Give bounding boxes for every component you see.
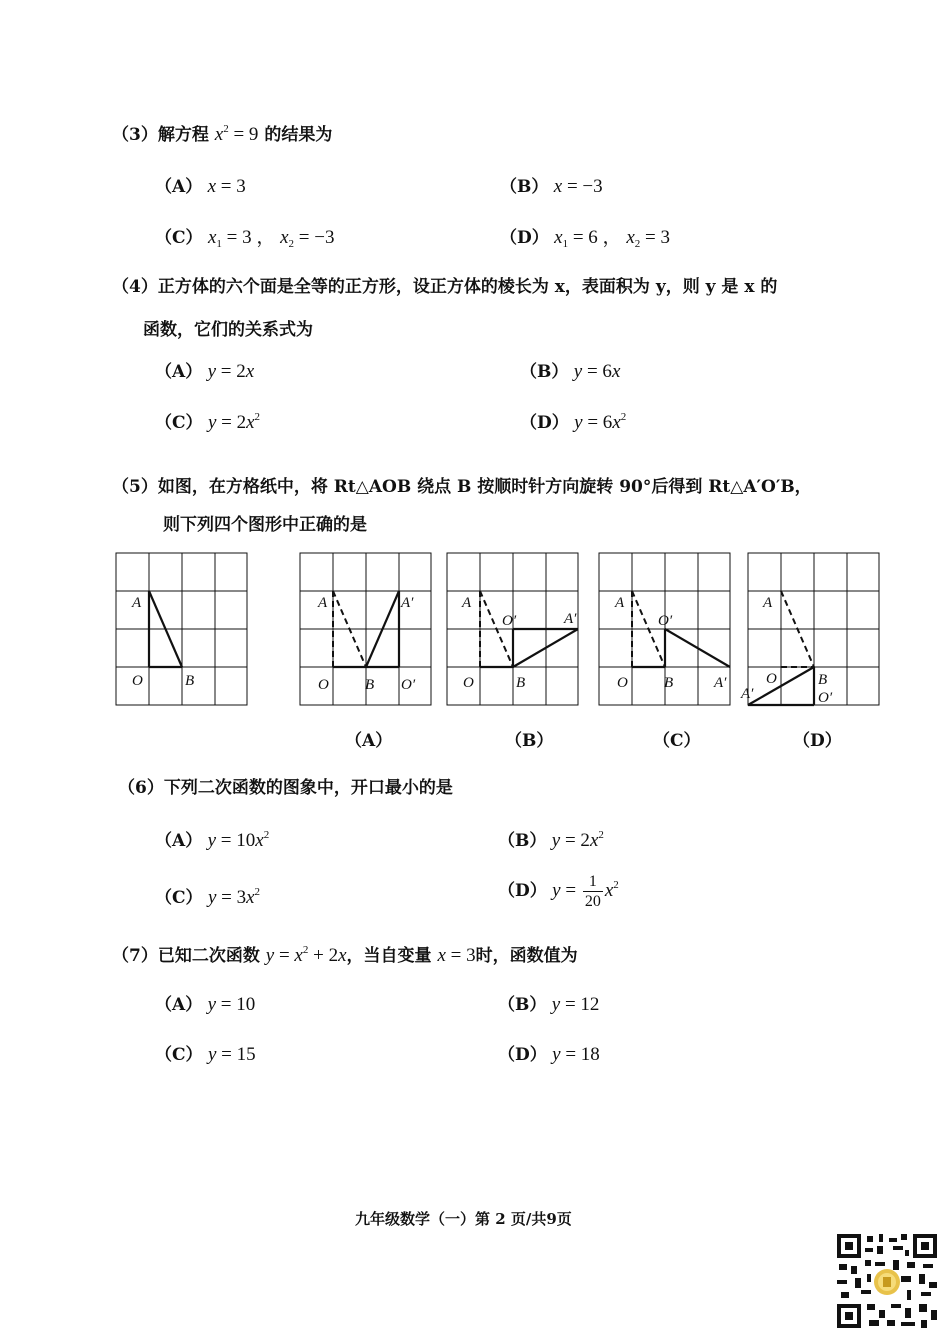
svg-text:B: B (365, 677, 375, 693)
svg-text:O: O (318, 677, 329, 693)
q7-option-d[interactable]: （D） y = 18 (498, 1044, 600, 1065)
q5-stem-line2: 则下列四个图形中正确的是 (163, 515, 367, 535)
q5-figure-d (741, 552, 882, 708)
svg-text:A′: A′ (401, 595, 414, 611)
q3-option-c[interactable]: （C） $x_1 = 3$ ， $x_2 = -3$ (155, 227, 335, 250)
q3-option-a[interactable]: （A） x = 3 (155, 176, 246, 197)
svg-text:A′: A′ (564, 611, 577, 627)
svg-text:O: O (463, 675, 474, 691)
q7-option-b[interactable]: （B） y = 12 (498, 994, 600, 1015)
label-B: B (185, 673, 195, 689)
label-O: O (132, 673, 143, 689)
svg-text:O′: O′ (818, 690, 833, 706)
q7-option-a[interactable]: （A） y = 10 (155, 994, 256, 1015)
svg-text:A: A (763, 595, 773, 611)
svg-text:A′: A′ (741, 686, 754, 702)
label-A: A (132, 595, 142, 611)
q6-stem: （6）下列二次函数的图象中，开口最小的是 (118, 778, 453, 798)
q3-equation: $x^2 = 9$ (214, 123, 259, 145)
svg-text:O′: O′ (502, 613, 517, 629)
q4-option-b[interactable]: （B） y = 6x (520, 361, 621, 382)
q5-figure-c (598, 552, 733, 708)
svg-text:O: O (617, 675, 628, 691)
q5-caption-b[interactable]: （B） (505, 731, 554, 751)
q3-stem (112, 120, 332, 146)
q5-caption-a[interactable]: （A） (345, 731, 393, 751)
q3-text-end: 的结果为 (264, 125, 333, 145)
page-footer: 九年级数学（一）第 2 页/共9页 (355, 1210, 572, 1228)
q5-stem-line1: （5）如图，在方格纸中，将 Rt△AOB 绕点 B 按顺时针方向旋转 90°后得到 Rt△A′O′B， (112, 477, 812, 497)
q6-option-d[interactable]: （D） y = $\frac{1}{20}$ $x^2$ (498, 873, 619, 910)
svg-text:B: B (664, 675, 674, 691)
q3-option-b[interactable]: （B） x = −3 (500, 176, 603, 197)
q6-option-a[interactable]: （A） $y = 10x^2$ (155, 829, 270, 851)
q5-figure-a (299, 552, 434, 708)
q4-stem-line2: 函数，它们的关系式为 (143, 320, 313, 340)
q5-caption-c[interactable]: （C） (653, 731, 701, 751)
q5-caption-d[interactable]: （D） (793, 731, 842, 751)
q4-stem-line1: （4）正方体的六个面是全等的正方形，设正方体的棱长为 x，表面积为 y，则 y 是 x 的 (112, 277, 778, 297)
svg-text:A′: A′ (714, 675, 727, 691)
q7-option-c[interactable]: （C） y = 15 (155, 1044, 256, 1065)
q5-figure-original (115, 552, 250, 708)
svg-text:O: O (766, 671, 777, 687)
q3-text: 解方程 (157, 125, 209, 145)
svg-text:O′: O′ (401, 677, 416, 693)
qr-code-icon[interactable] (835, 1232, 939, 1330)
svg-text:A: A (615, 595, 625, 611)
q4-option-c[interactable]: （C） $y = 2x^2$ (155, 411, 261, 433)
q3-option-d[interactable]: （D） $x_1 = 6$ ， $x_2 = 3$ (500, 227, 670, 250)
svg-text:O′: O′ (658, 613, 673, 629)
svg-text:B: B (516, 675, 526, 691)
q7-stem: （7）已知二次函数 $y = x^2 + 2x$，当自变量 x = 3时，函数值为 (112, 944, 578, 966)
svg-text:A: A (462, 595, 472, 611)
svg-text:B: B (818, 672, 828, 688)
q5-figure-b (446, 552, 581, 708)
q4-option-d[interactable]: （D） $y = 6x^2$ (520, 411, 627, 433)
q3-number: （3） (112, 125, 158, 145)
q4-option-a[interactable]: （A） y = 2x (155, 361, 255, 382)
q6-option-c[interactable]: （C） $y = 3x^2$ (155, 886, 261, 908)
q6-option-b[interactable]: （B） $y = 2x^2$ (498, 829, 604, 851)
svg-text:A: A (318, 595, 328, 611)
